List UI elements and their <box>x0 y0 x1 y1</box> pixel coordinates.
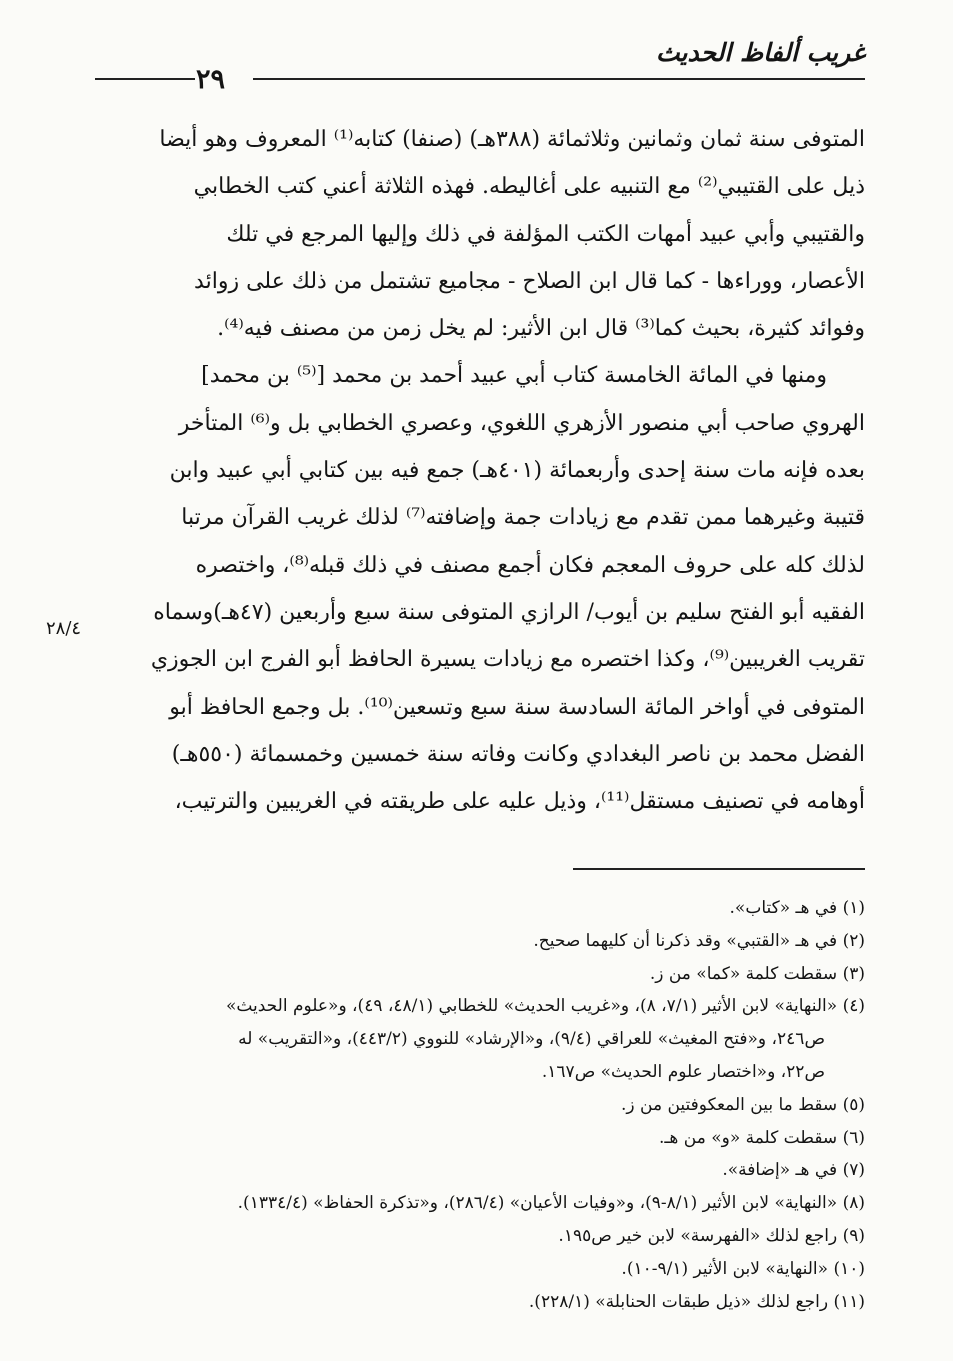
header-rule-right <box>253 78 865 80</box>
footnote: (٧) في هـ «إضافة». <box>722 1160 865 1181</box>
footnote: (٨) «النهاية» لابن الأثير (٨/١-٩)، و«وفيات الأعيان» (٢٨٦/٤)، و«تذكرة الحفاظ» (١٣٣٤/٤). <box>237 1193 865 1214</box>
header-rule-left <box>95 78 195 80</box>
page-number: ٢٩ <box>195 64 225 95</box>
text-line: ذيل على القتيبي⁽²⁾ مع التنبيه على أغاليطه. فهذه الثلاثة أعني كتب الخطابي <box>193 174 865 200</box>
footnote: (٢) في هـ «القتبي» وقد ذكرنا أن كليهما صحيح. <box>533 930 865 951</box>
text-line: الهروي صاحب أبي منصور الأزهري اللغوي، وعصري الخطابي بل و⁽⁶⁾ المتأخر <box>178 410 865 436</box>
book-title: غريب ألفاظ الحديث <box>655 38 865 67</box>
text-line: تقريب الغريبين⁽⁹⁾، وكذا اختصره مع زيادات يسيرة الحافظ أبو الفرج ابن الجوزي <box>150 647 865 673</box>
text-line: أوهامه في تصنيف مستقل⁽¹¹⁾، وذيل عليه على طريقته في الغريبين والترتيب، <box>174 789 865 815</box>
footnote: (١٠) «النهاية» لابن الأثير (٩/١-١٠). <box>621 1258 865 1279</box>
footnote-continuation: ص٢٤٦، و«فتح المغيث» للعراقي (٩/٤)، و«الإرشاد» للنووي (٤٤٣/٢)، و«التقريب» له <box>238 1029 825 1050</box>
running-header <box>95 30 865 95</box>
footnote-separator <box>573 868 865 870</box>
footnote: (٤) «النهاية» لابن الأثير (٧/١، ٨)، و«غريب الحديث» للخطابي (٤٨/١، ٤٩)، و«علوم الحديث» <box>225 996 865 1017</box>
text-line: المتوفى في أواخر المائة السادسة سنة سبع وتسعين⁽¹⁰⁾. بل وجمع الحافظ أبو <box>169 694 865 720</box>
footnotes <box>95 892 865 1318</box>
text-line: قتيبة وغيرهما ممن تقدم مع زيادات جمة وإضافته⁽⁷⁾ لذلك غريب القرآن مرتبا <box>181 505 865 531</box>
footnote: (٥) سقط ما بين المعكوفتين من ز. <box>621 1094 865 1115</box>
text-line: المتوفى سنة ثمان وثمانين وثلاثمائة (٣٨٨هـ) (صنفا) كتابه⁽¹⁾ المعروف وهو أيضا <box>159 127 865 152</box>
text-line: الفقيه أبو الفتح سليم بن أيوب/ الرازي المتوفى سنة سبع وأربعين (٤٧هـ)وسماه <box>153 599 865 625</box>
footnote-continuation: ص٢٢، و«اختصار علوم الحديث» ص١٦٧. <box>541 1061 825 1082</box>
main-text <box>95 116 865 825</box>
text-line: لذلك كله على حروف المعجم فكان أجمع مصنف في ذلك قبله⁽⁸⁾، واختصره <box>195 552 865 578</box>
text-line: بعده فإنه مات سنة إحدى وأربعمائة (٤٠١هـ) جمع فيه بين كتابي أبي عبيد وابن <box>169 458 865 484</box>
footnote: (١) في هـ «كتاب». <box>729 898 865 918</box>
text-line: وفوائد كثيرة، بحيث كما⁽³⁾ قال ابن الأثير: لم يخل زمن من مصنف فيه⁽⁴⁾. <box>217 316 865 342</box>
footnote: (٦) سقطت كلمة «و» من هـ. <box>659 1127 865 1148</box>
text-line: والقتيبي وأبي عبيد أمهات الكتب المؤلفة في ذلك وإليها المرجع في تلك <box>226 221 865 247</box>
text-line: ومنها في المائة الخامسة كتاب أبي عبيد أحمد بن محمد [⁽⁵⁾ بن محمد] <box>201 363 827 389</box>
footnote: (١١) راجع لذلك «ذيل طبقات الحنابلة» (٢٢٨/١). <box>528 1291 865 1312</box>
text-line: الفضل محمد بن ناصر البغدادي وكانت وفاته سنة خمسين وخمسمائة (٥٥٠هـ) <box>171 741 865 767</box>
margin-reference: ٢٨/٤ <box>46 618 82 639</box>
footnote: (٣) سقطت كلمة «كما» من ز. <box>649 963 865 984</box>
footnote: (٩) راجع لذلك «الفهرسة» لابن خير ص١٩٥. <box>558 1225 865 1246</box>
text-line: الأعصار، ووراءها - كما قال ابن الصلاح - مجاميع تشتمل من ذلك على زوائد <box>194 268 865 294</box>
